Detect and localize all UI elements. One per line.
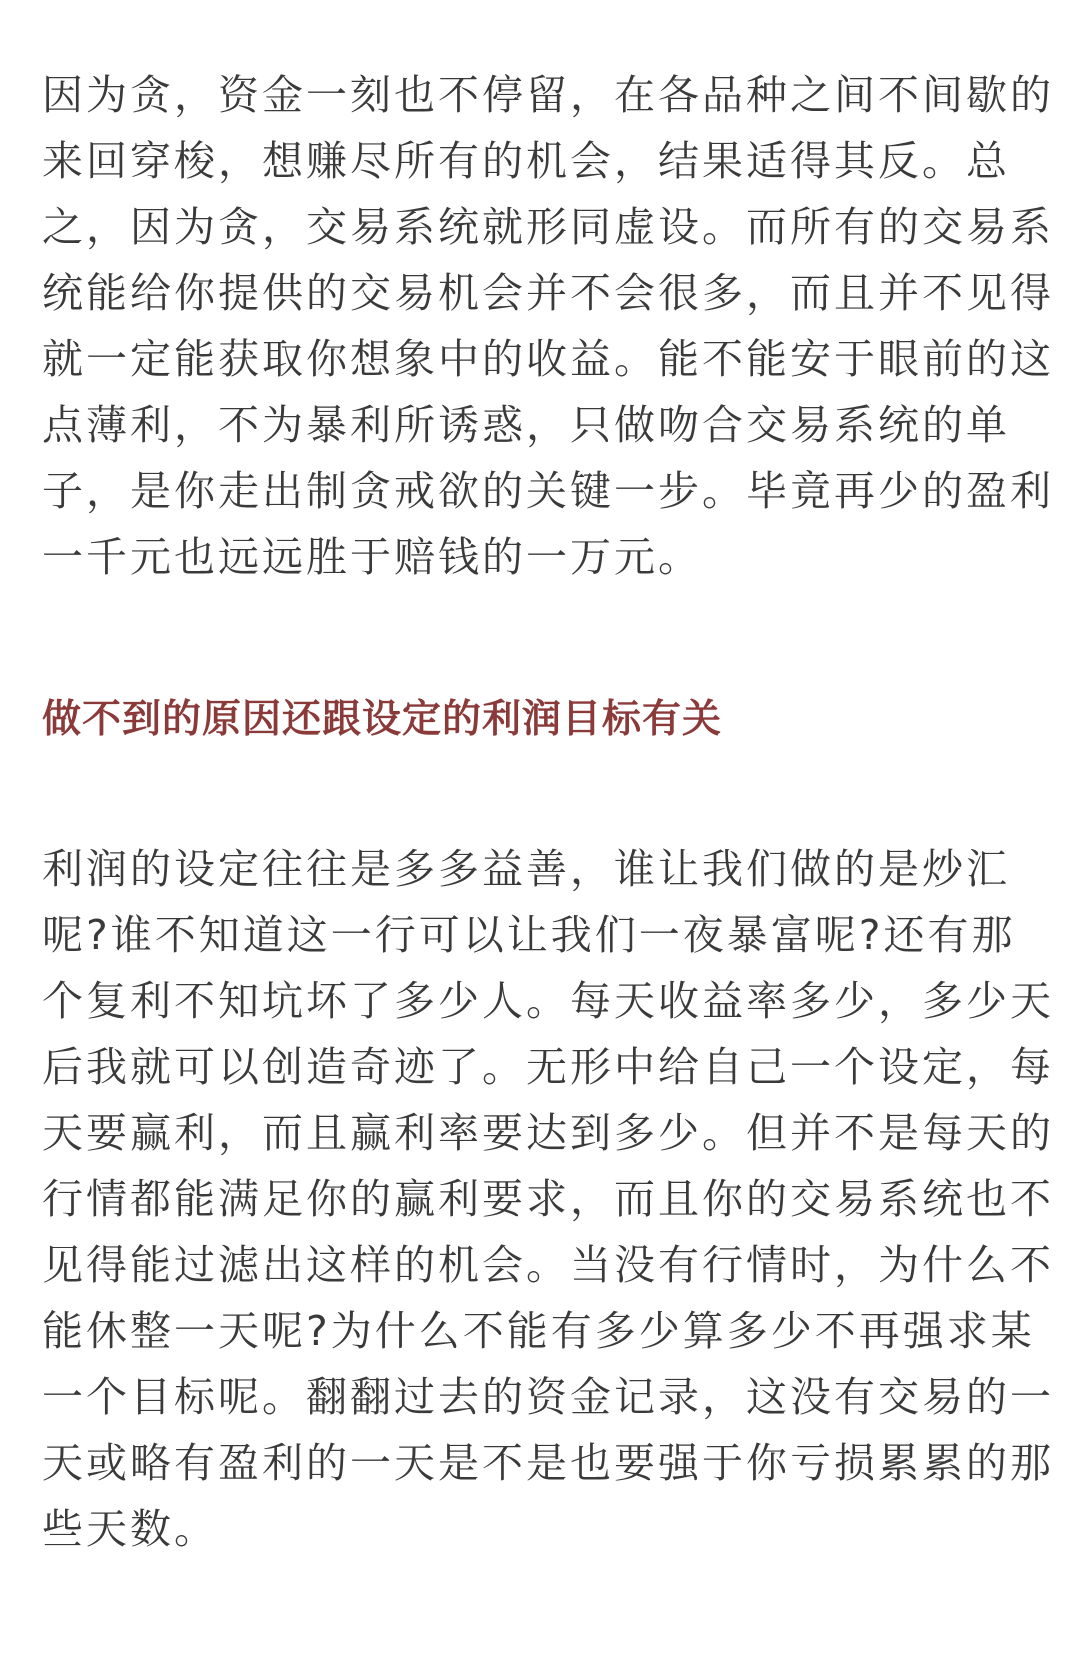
text-line: 能休整一天呢?为什么不能有多少算多少不再强求某 — [42, 1307, 1035, 1355]
text-line: 个复利不知坑坏了多少人。每天收益率多少，多少天 — [42, 977, 1054, 1025]
text-line: 一千元也远远胜于赔钱的一万元。 — [42, 533, 702, 581]
text-line: 点薄利，不为暴利所诱惑，只做吻合交易系统的单 — [42, 401, 1010, 449]
text-line: 利润的设定往往是多多益善，谁让我们做的是炒汇 — [42, 845, 1010, 893]
text-line: 天或略有盈利的一天是不是也要强于你亏损累累的那 — [42, 1439, 1054, 1487]
text-line: 见得能过滤出这样的机会。当没有行情时，为什么不 — [42, 1241, 1054, 1289]
paragraph-profit-target — [42, 836, 1054, 1562]
text-line: 来回穿梭，想赚尽所有的机会，结果适得其反。总 — [42, 137, 1010, 185]
text-line: 之，因为贪，交易系统就形同虚设。而所有的交易系 — [42, 203, 1054, 251]
text-line: 些天数。 — [42, 1505, 218, 1553]
text-line: 因为贪，资金一刻也不停留，在各品种之间不间歇的 — [42, 71, 1054, 119]
text-line: 行情都能满足你的赢利要求，而且你的交易系统也不 — [42, 1175, 1054, 1223]
text-line: 呢?谁不知道这一行可以让我们一夜暴富呢?还有那 — [42, 911, 1016, 959]
text-line: 就一定能获取你想象中的收益。能不能安于眼前的这 — [42, 335, 1054, 383]
text-line: 统能给你提供的交易机会并不会很多，而且并不见得 — [42, 269, 1054, 317]
paragraph-greed — [42, 62, 1054, 590]
section-heading: 做不到的原因还跟设定的利润目标有关 — [42, 697, 723, 742]
text-line: 子，是你走出制贪戒欲的关键一步。毕竟再少的盈利 — [42, 467, 1054, 515]
text-line: 天要赢利，而且赢利率要达到多少。但并不是每天的 — [42, 1109, 1054, 1157]
text-line: 后我就可以创造奇迹了。无形中给自己一个设定，每 — [42, 1043, 1054, 1091]
text-line: 一个目标呢。翻翻过去的资金记录，这没有交易的一 — [42, 1373, 1054, 1421]
